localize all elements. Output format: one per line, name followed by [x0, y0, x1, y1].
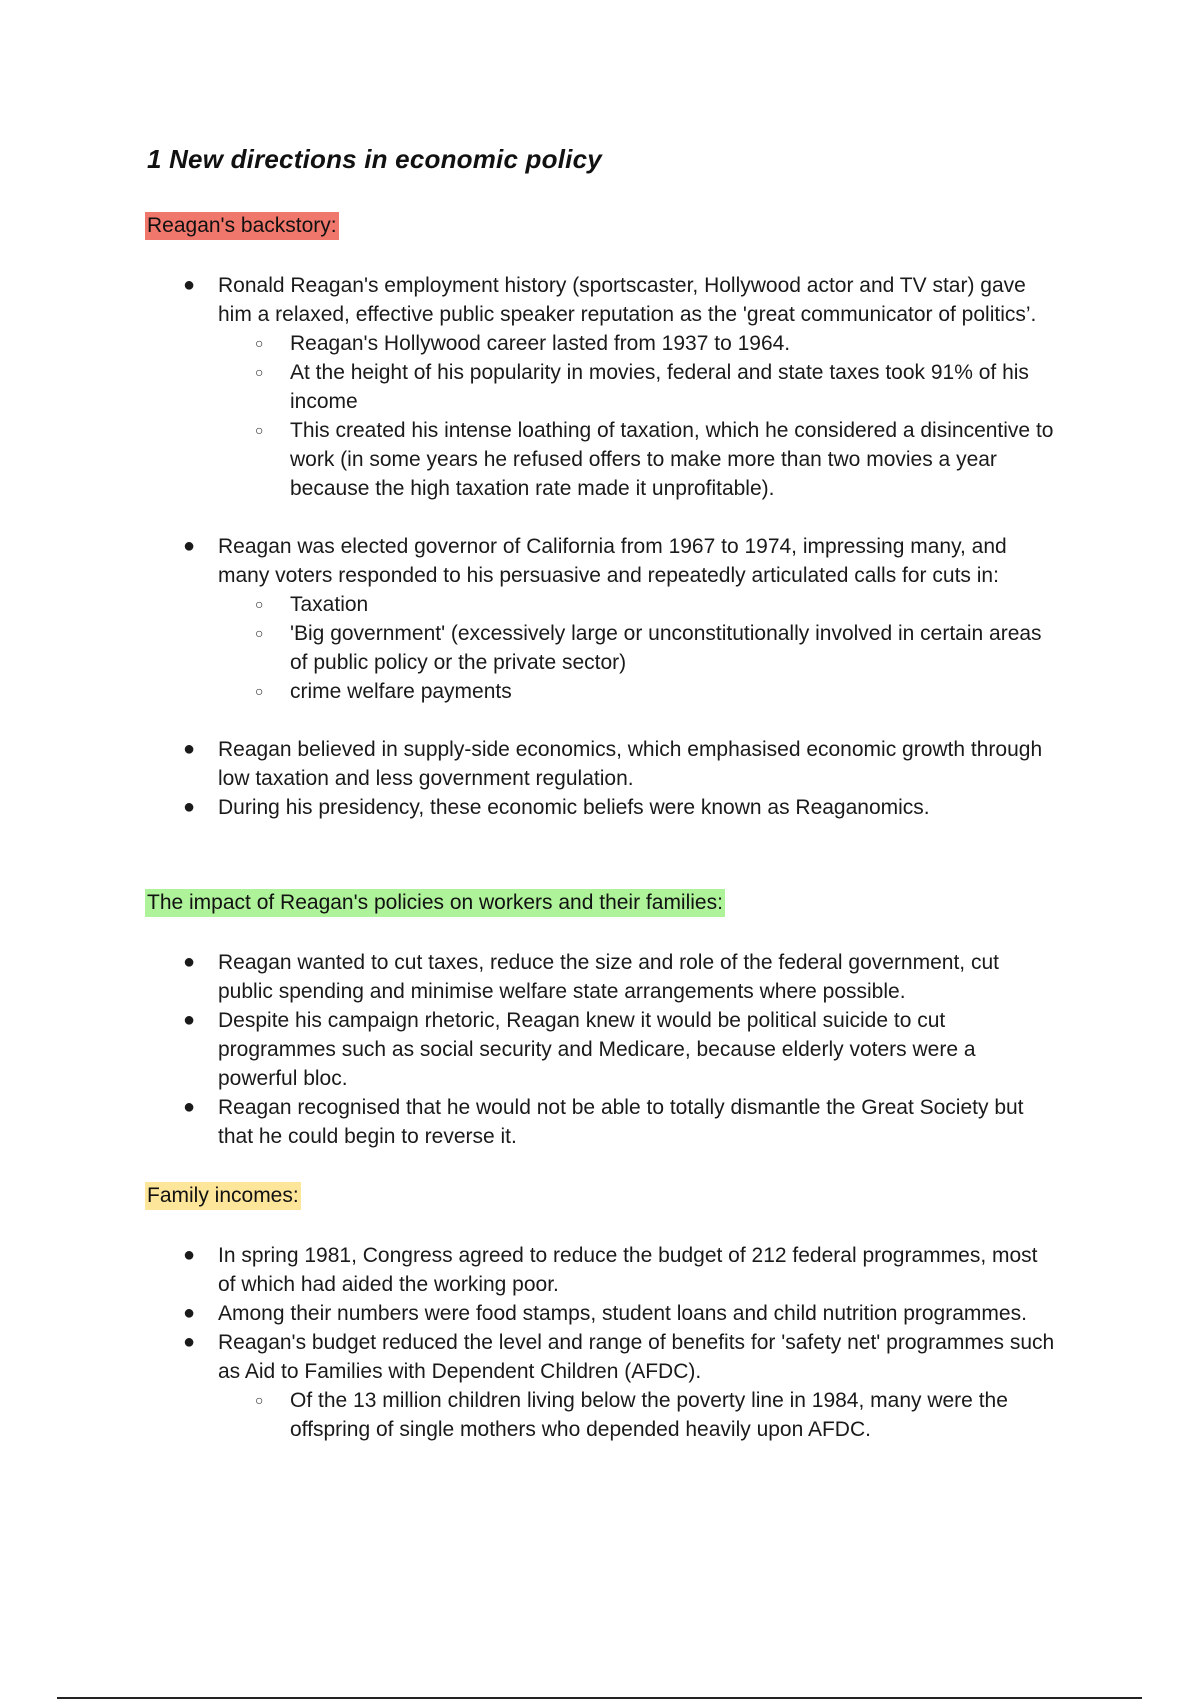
page-bottom-rule [57, 1697, 1142, 1699]
bullet-icon: ● [183, 951, 196, 973]
list-item-text: Reagan recognised that he would not be able to totally dismantle the Great Society but that he could begin to reverse it. [218, 1096, 1024, 1148]
list-item [0, 1006, 1058, 1093]
section-heading-reagans-backstory: Reagan's backstory: [145, 212, 339, 240]
sub-list-item [0, 329, 1058, 358]
document-title: 1 New directions in economic policy [147, 144, 602, 174]
bullet-list-family-incomes [0, 1241, 1058, 1444]
sub-list-item [0, 677, 1058, 706]
sub-list-item [0, 619, 1058, 677]
sub-list-item-text: Reagan's Hollywood career lasted from 1937 to 1964. [290, 332, 791, 355]
bullet-icon: ● [183, 1244, 196, 1266]
list-item-text: Reagan's budget reduced the level and range of benefits for 'safety net' programmes such as Aid to Families with Dependent Children (AFDC). [218, 1331, 1055, 1383]
list-item-text: Ronald Reagan's employment history (sportscaster, Hollywood actor and TV star) gave him a relaxed, effective public speaker reputation as the 'great communicator of politics’. [218, 274, 1037, 326]
bullet-icon: ● [183, 274, 196, 296]
section-heading-family-incomes: Family incomes: [145, 1182, 301, 1210]
list-item [0, 1299, 1058, 1328]
list-item-text: Reagan believed in supply-side economics, which emphasised economic growth through low taxation and less government regulation. [218, 738, 1043, 790]
list-item [0, 532, 1058, 706]
bullet-icon: ● [183, 796, 196, 818]
sub-list [218, 329, 1058, 503]
bullet-icon: ● [183, 1009, 196, 1031]
list-item-text: Despite his campaign rhetoric, Reagan knew it would be political suicide to cut programmes such as social security and Medicare, because elderly voters were a powerful bloc. [218, 1009, 976, 1090]
circle-bullet-icon: ○ [255, 1392, 264, 1408]
sub-list-item-text: crime welfare payments [290, 680, 512, 703]
bullet-icon: ● [183, 535, 196, 557]
section-heading-impact-on-workers: The impact of Reagan's policies on workers and their families: [145, 889, 725, 917]
sub-list-item-text: 'Big government' (excessively large or unconstitutionally involved in certain areas of public policy or the private sector) [290, 622, 1042, 674]
sub-list [218, 1386, 1058, 1444]
bullet-list-backstory [0, 271, 1058, 822]
list-item-text: In spring 1981, Congress agreed to reduce the budget of 212 federal programmes, most of which had aided the working poor. [218, 1244, 1038, 1296]
list-item [0, 793, 1058, 822]
list-item-text: Reagan was elected governor of California from 1967 to 1974, impressing many, and many voters responded to his persuasive and repeatedly articulated calls for cuts in: [218, 535, 1007, 587]
sub-list-item [0, 1386, 1058, 1444]
bullet-icon: ● [183, 738, 196, 760]
list-item [0, 735, 1058, 793]
bullet-list-impact [0, 948, 1058, 1151]
list-item-text: Reagan wanted to cut taxes, reduce the size and role of the federal government, cut public spending and minimise welfare state arrangements where possible. [218, 951, 999, 1003]
bullet-icon: ● [183, 1302, 196, 1324]
circle-bullet-icon: ○ [255, 625, 264, 641]
list-item-text: Among their numbers were food stamps, student loans and child nutrition programmes. [218, 1302, 1027, 1325]
bullet-icon: ● [183, 1096, 196, 1118]
circle-bullet-icon: ○ [255, 422, 264, 438]
list-item [0, 948, 1058, 1006]
sub-list-item-text: Of the 13 million children living below the poverty line in 1984, many were the offspring of single mothers who depended heavily upon AFDC. [290, 1389, 1008, 1441]
sub-list-item-text: At the height of his popularity in movies, federal and state taxes took 91% of his income [290, 361, 1029, 413]
sub-list-item [0, 358, 1058, 416]
circle-bullet-icon: ○ [255, 364, 264, 380]
circle-bullet-icon: ○ [255, 596, 264, 612]
list-item [0, 1328, 1058, 1444]
sub-list-item [0, 416, 1058, 503]
bullet-icon: ● [183, 1331, 196, 1353]
sub-list-item-text: Taxation [290, 593, 369, 616]
list-item-text: During his presidency, these economic beliefs were known as Reaganomics. [218, 796, 930, 819]
sub-list-item [0, 590, 1058, 619]
list-item [0, 1241, 1058, 1299]
circle-bullet-icon: ○ [255, 683, 264, 699]
sub-list-item-text: This created his intense loathing of taxation, which he considered a disincentive to work (in some years he refused offers to make more than two movies a year because the high taxation rate made it unprofitable). [290, 419, 1054, 500]
circle-bullet-icon: ○ [255, 335, 264, 351]
list-item [0, 271, 1058, 503]
sub-list [218, 590, 1058, 706]
list-item [0, 1093, 1058, 1151]
